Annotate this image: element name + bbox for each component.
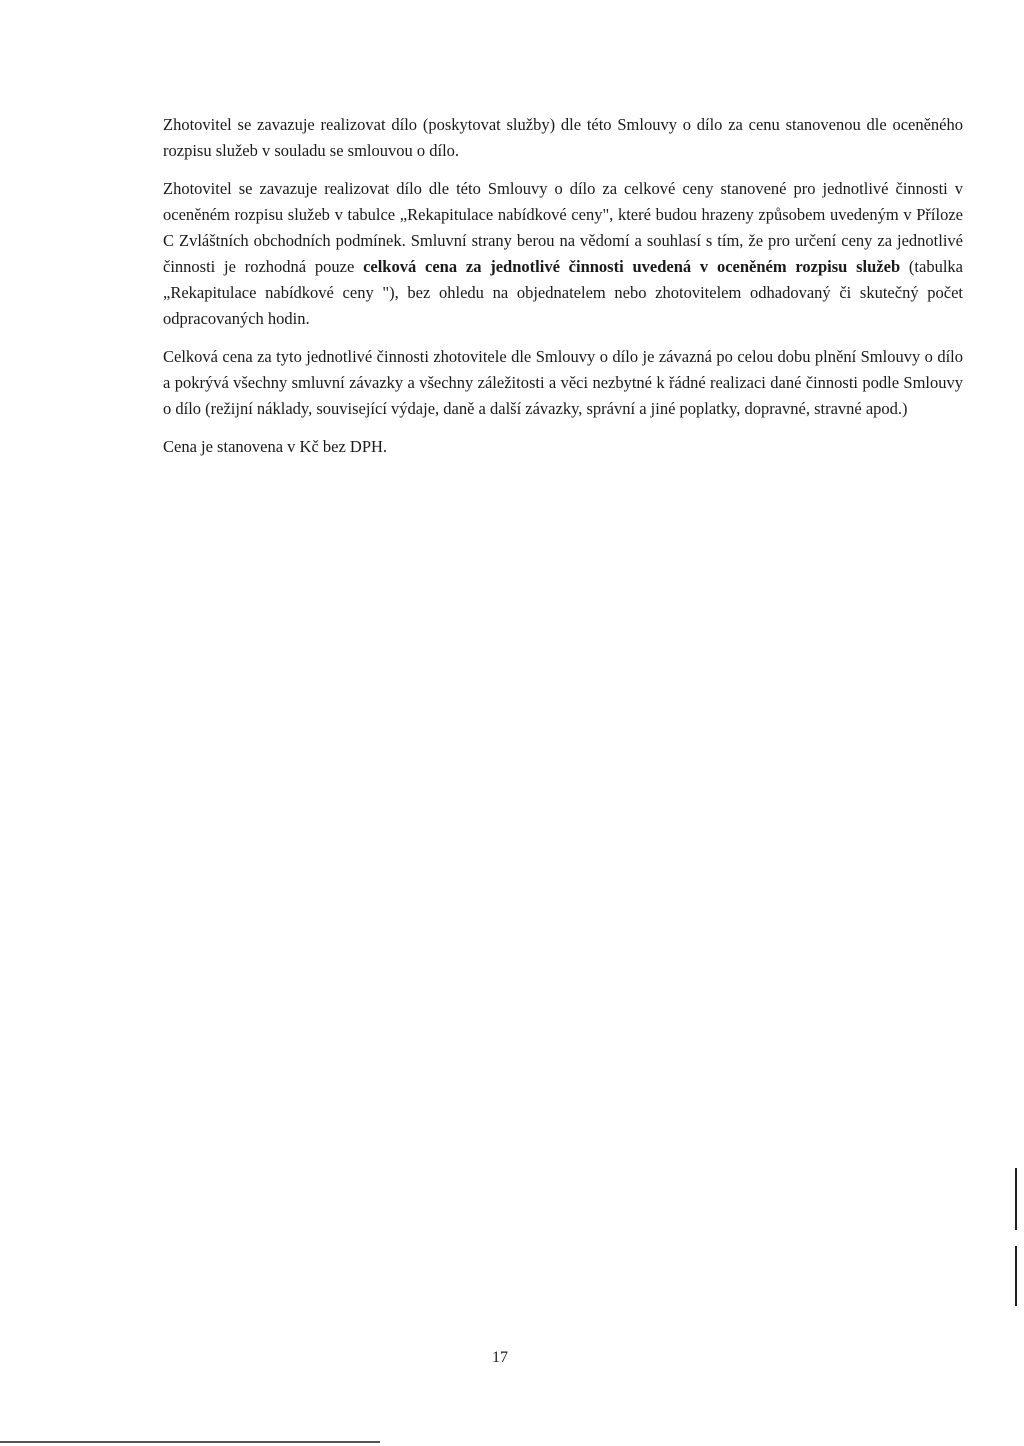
paragraph-3 bbox=[163, 344, 963, 422]
paragraph-4 bbox=[163, 434, 963, 460]
margin-bar bbox=[1015, 1168, 1017, 1230]
document-body bbox=[163, 112, 963, 472]
paragraph-1-text: Zhotovitel se zavazuje realizovat dílo (poskytovat služby) dle této Smlouvy o dílo za cenu stanovenou dle oceněného rozpisu služeb v souladu se smlouvou o dílo. bbox=[163, 115, 963, 160]
paragraph-2 bbox=[163, 176, 963, 332]
paragraph-3-text: Celková cena za tyto jednotlivé činnosti zhotovitele dle Smlouvy o dílo je závazná po celou dobu plnění Smlouvy o dílo a pokrývá všechny smluvní závazky a všechny záležitosti a věci nezbytné k řádné realizaci dané činnosti podle Smlouvy o dílo (režijní náklady, související výdaje, daně a další závazky, správní a jiné poplatky, dopravné, stravné apod.) bbox=[163, 347, 963, 418]
margin-bar bbox=[1015, 1246, 1017, 1306]
paragraph-2-text-a: Zhotovitel se zavazuje realizovat dílo dle této Smlouvy o dílo za celkové ceny stanovené pro jednotlivé činnosti v oceněném rozpisu služeb v tabulce „Rekapitulace nabídkové ceny", které budou hrazeny způsobem uvedeným v Příloze C Zvláštních obchodních podmínek. Smluvní strany berou na vědomí a souhlasí s tím, že pro určení ceny za jednotlivé činnosti je rozhodná pouze bbox=[163, 179, 963, 276]
bottom-rule bbox=[0, 1441, 380, 1443]
page-number: 17 bbox=[492, 1349, 508, 1366]
paragraph-4-text: Cena je stanovena v Kč bez DPH. bbox=[163, 437, 388, 456]
paragraph-1 bbox=[163, 112, 963, 164]
paragraph-2-text-b: (tabulka „Rekapitulace nabídkové ceny "), bez ohledu na objednatelem nebo zhotovitelem odhadovaný či skutečný počet odpracovaných hodin. bbox=[163, 257, 963, 328]
paragraph-2-bold-text: celková cena za jednotlivé činnosti uvedená v oceněném rozpisu služeb bbox=[363, 257, 901, 276]
